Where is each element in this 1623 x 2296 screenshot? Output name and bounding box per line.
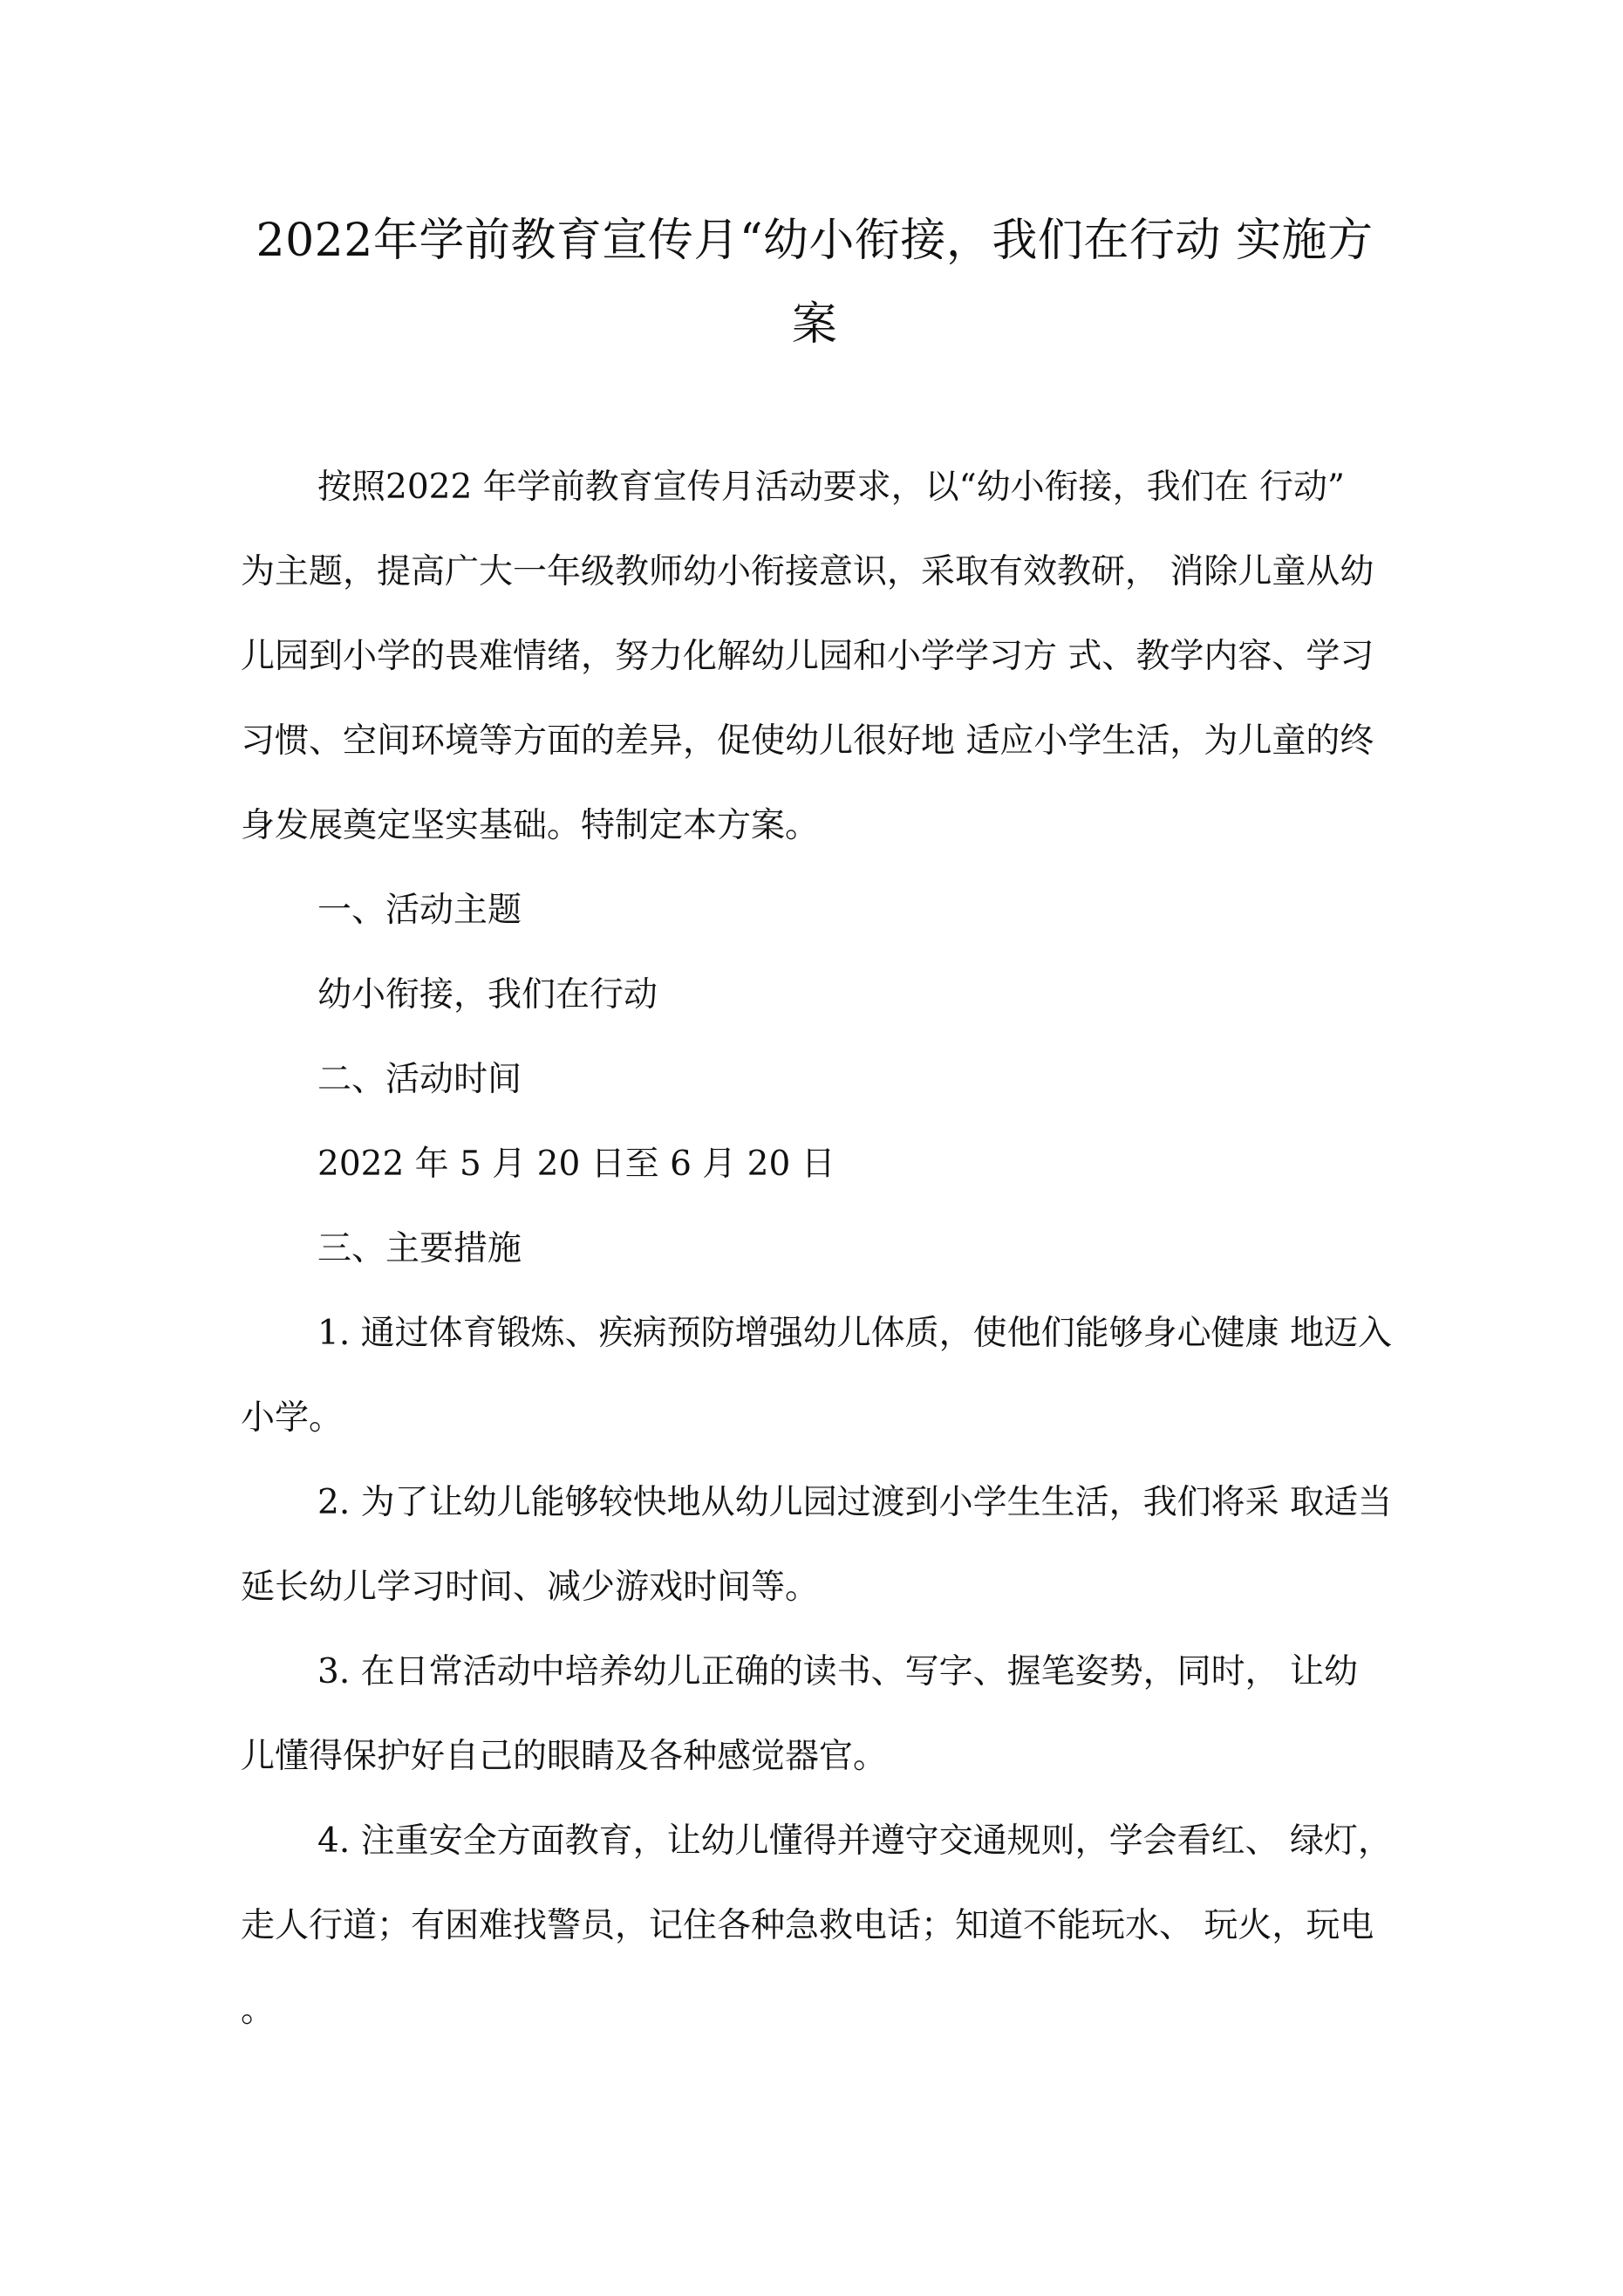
section-heading-theme-text: 一、活动主题 xyxy=(317,891,522,930)
measure-item-1 xyxy=(241,1291,1393,1460)
measure-item-3 xyxy=(241,1630,1388,1799)
section-content-time-text: 2022 年 5 月 20 日至 6 月 20 日 xyxy=(317,1145,835,1184)
section-heading-time xyxy=(241,1037,1388,1122)
section-heading-measures-text: 三、主要措施 xyxy=(317,1229,522,1268)
measure-item-2-line-2: 延长幼儿学习时间、减少游戏时间等。 xyxy=(241,1568,820,1607)
measure-item-3-line-2: 儿懂得保护好自己的眼睛及各种感觉器官。 xyxy=(241,1737,888,1776)
document-body xyxy=(241,445,1393,2053)
intro-line-2: 为主题，提高广大一年级教师幼小衔接意识，采取有效教研， 消除儿童从幼 xyxy=(241,552,1374,591)
intro-line-1: 按照2022 年学前教育宣传月活动要求，以“幼小衔接，我们在 行动” xyxy=(317,468,1345,507)
measure-item-4-line-2: 走人行道；有困难找警员，记住各种急救电话；知道不能玩水、 玩火，玩电 xyxy=(241,1906,1374,1945)
document-title xyxy=(241,199,1388,366)
measure-item-2 xyxy=(241,1460,1393,1630)
section-content-time xyxy=(241,1122,1388,1206)
intro-line-3: 儿园到小学的畏难情绪，努力化解幼儿园和小学学习方 式、教学内容、学习 xyxy=(241,637,1374,676)
section-heading-measures xyxy=(241,1206,1388,1291)
section-content-theme xyxy=(241,953,1388,1037)
measure-item-4-line-3: 。 xyxy=(241,1991,276,2030)
measure-item-1-line-2: 小学。 xyxy=(241,1398,344,1438)
measure-item-3-line-1: 3. 在日常活动中培养幼儿正确的读书、写字、握笔姿势，同时， 让幼 xyxy=(317,1652,1359,1691)
section-heading-time-text: 二、活动时间 xyxy=(317,1060,522,1099)
title-line-1: 2022年学前教育宣传月“幼小衔接，我们在行动 实施方 xyxy=(256,215,1374,267)
measure-item-4-line-1: 4. 注重安全方面教育，让幼儿懂得并遵守交通规则，学会看红、 绿灯， xyxy=(317,1821,1393,1861)
measure-item-2-line-1: 2. 为了让幼儿能够较快地从幼儿园过渡到小学生生活，我们将采 取适当 xyxy=(317,1483,1393,1522)
title-line-2: 案 xyxy=(791,298,838,351)
intro-line-4: 习惯、空间环境等方面的差异，促使幼儿很好地 适应小学生活，为儿童的终 xyxy=(241,721,1374,761)
measure-item-1-line-1: 1. 通过体育锻炼、疾病预防增强幼儿体质，使他们能够身心健康 地迈入 xyxy=(317,1314,1393,1353)
measure-item-4 xyxy=(241,1799,1393,2053)
section-content-theme-text: 幼小衔接，我们在行动 xyxy=(317,975,658,1015)
intro-paragraph xyxy=(241,445,1388,868)
intro-line-5: 身发展奠定坚实基础。特制定本方案。 xyxy=(241,806,820,845)
section-heading-theme xyxy=(241,868,1388,953)
